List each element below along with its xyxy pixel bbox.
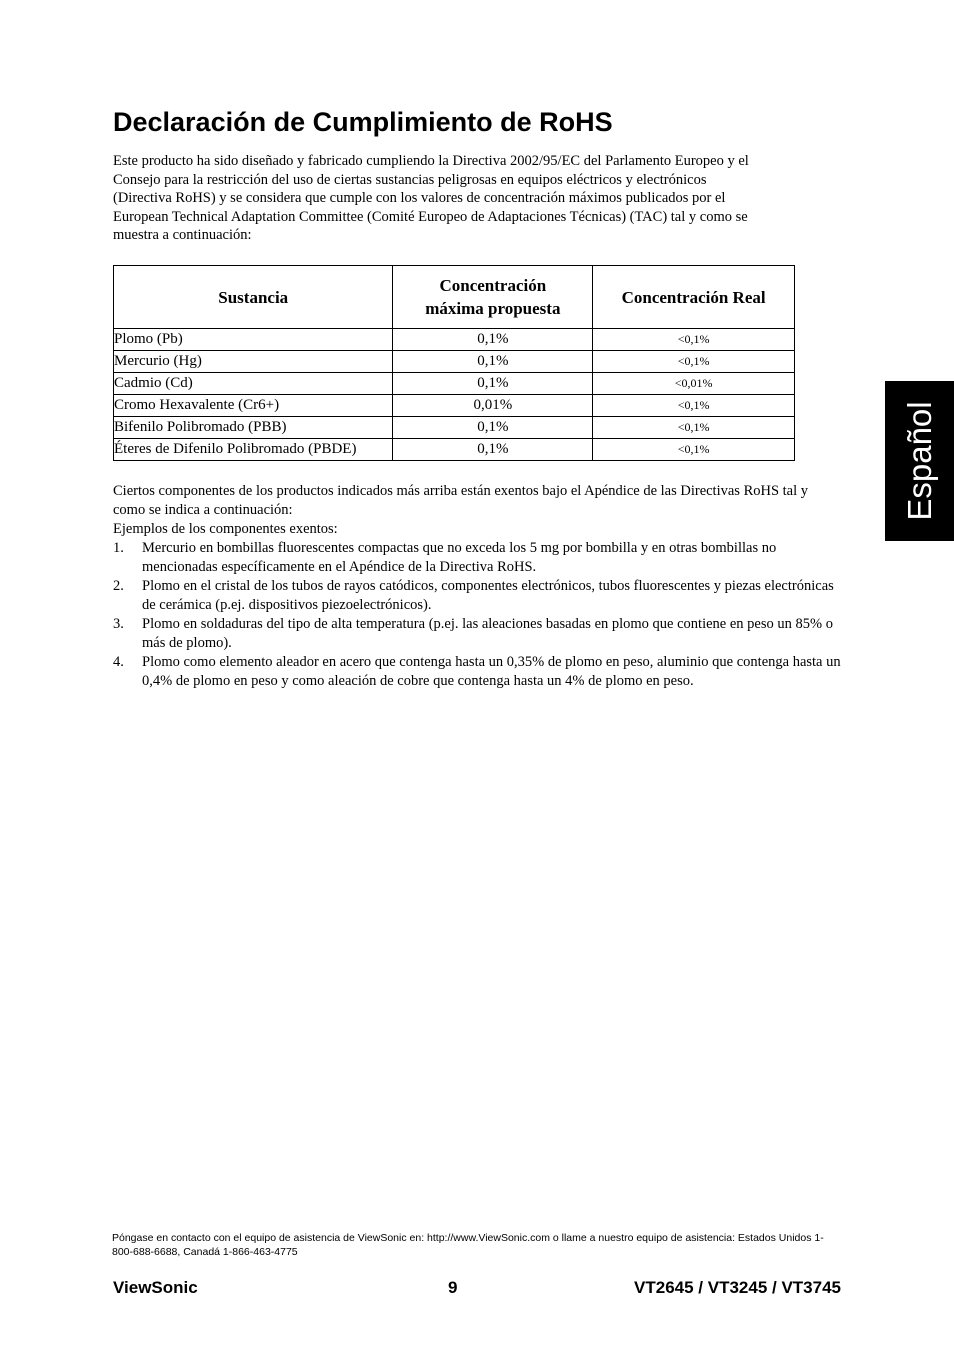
footer-page-number: 9 (448, 1278, 458, 1297)
table-row (114, 395, 795, 417)
examples-title: Ejemplos de los componentes exentos: (113, 521, 338, 537)
table-row (114, 351, 795, 373)
language-side-tab-label: Español (900, 401, 938, 521)
list-item-text: Plomo en el cristal de los tubos de rayos catódicos, componentes electrónicos, tubos fluorescentes y piezas electrónicas de cerámica (p.ej. dispositivos piezoelectrónicos). (142, 578, 834, 613)
list-item-number: 4. (113, 654, 124, 670)
table-header-row (114, 266, 795, 329)
header-max-concentration (393, 266, 593, 329)
header-real-concentration: Concentración Real (593, 266, 795, 329)
cell-substance: Mercurio (Hg) (114, 351, 393, 373)
cell-real: <0,1% (593, 439, 795, 461)
cell-substance: Éteres de Difenilo Polibromado (PBDE) (114, 439, 393, 461)
cell-max: 0,1% (393, 417, 593, 439)
support-contact-text: Póngase en contacto con el equipo de asistencia de ViewSonic en: http://www.ViewSonic.com o llame a nuestro equipo de asistencia: Estados Unidos 1-800-688-6688, Canadá 1-866-463-4775 (112, 1232, 824, 1258)
exempt-paragraph: Ciertos componentes de los productos indicados más arriba están exentos bajo el Apéndice de las Directivas RoHS tal y como se indica a continuación: (113, 483, 809, 518)
exemptions-section (113, 482, 843, 691)
intro-paragraph: Este producto ha sido diseñado y fabricado cumpliendo la Directiva 2002/95/EC del Parlamento Europeo y el Consejo para la restricción del uso de ciertas sustancias peligrosas en equipos eléctricos y electrónicos (Directiva RoHS) y se considera que cumple con los valores de concentración máximos publicados por el European Technical Adaptation Committee (Comité Europeo de Adaptaciones Técnicas) (TAC) tal y como se muestra a continuación: (113, 153, 749, 244)
cell-max: 0,01% (393, 395, 593, 417)
header-max-line1: Concentración (439, 276, 547, 295)
cell-real: <0,1% (593, 351, 795, 373)
list-item-number: 3. (113, 616, 124, 632)
list-item (113, 653, 843, 691)
header-substance: Sustancia (114, 266, 393, 329)
list-item-number: 1. (113, 540, 124, 556)
header-max-line2: máxima propuesta (425, 299, 561, 318)
cell-max: 0,1% (393, 373, 593, 395)
list-item-number: 2. (113, 578, 124, 594)
cell-substance: Cadmio (Cd) (114, 373, 393, 395)
cell-substance: Plomo (Pb) (114, 329, 393, 351)
cell-max: 0,1% (393, 439, 593, 461)
list-item (113, 539, 843, 577)
rohs-table (113, 265, 795, 461)
cell-real: <0,01% (593, 373, 795, 395)
examples-list (113, 539, 843, 691)
list-item (113, 615, 843, 653)
list-item-text: Plomo como elemento aleador en acero que contenga hasta un 0,35% de plomo en peso, aluminio que contenga hasta un 0,4% de plomo en peso y como aleación de cobre que contenga hasta un 4% de plomo en peso. (142, 654, 841, 689)
page-title: Declaración de Cumplimiento de RoHS (113, 107, 613, 137)
cell-substance: Cromo Hexavalente (Cr6+) (114, 395, 393, 417)
cell-max: 0,1% (393, 329, 593, 351)
list-item-text: Plomo en soldaduras del tipo de alta temperatura (p.ej. las aleaciones basadas en plomo que contiene en peso un 85% o más de plomo). (142, 616, 833, 651)
cell-real: <0,1% (593, 395, 795, 417)
cell-max: 0,1% (393, 351, 593, 373)
language-side-tab (885, 381, 954, 541)
footer-models: VT2645 / VT3245 / VT3745 (634, 1278, 841, 1297)
footer-brand: ViewSonic (113, 1278, 198, 1297)
cell-substance: Bifenilo Polibromado (PBB) (114, 417, 393, 439)
table-row (114, 439, 795, 461)
table-row (114, 373, 795, 395)
table-row (114, 329, 795, 351)
table-row (114, 417, 795, 439)
cell-real: <0,1% (593, 329, 795, 351)
list-item (113, 577, 843, 615)
list-item-text: Mercurio en bombillas fluorescentes compactas que no exceda los 5 mg por bombilla y en otras bombillas no mencionadas específicamente en el Apéndice de la Directiva RoHS. (142, 540, 777, 575)
cell-real: <0,1% (593, 417, 795, 439)
